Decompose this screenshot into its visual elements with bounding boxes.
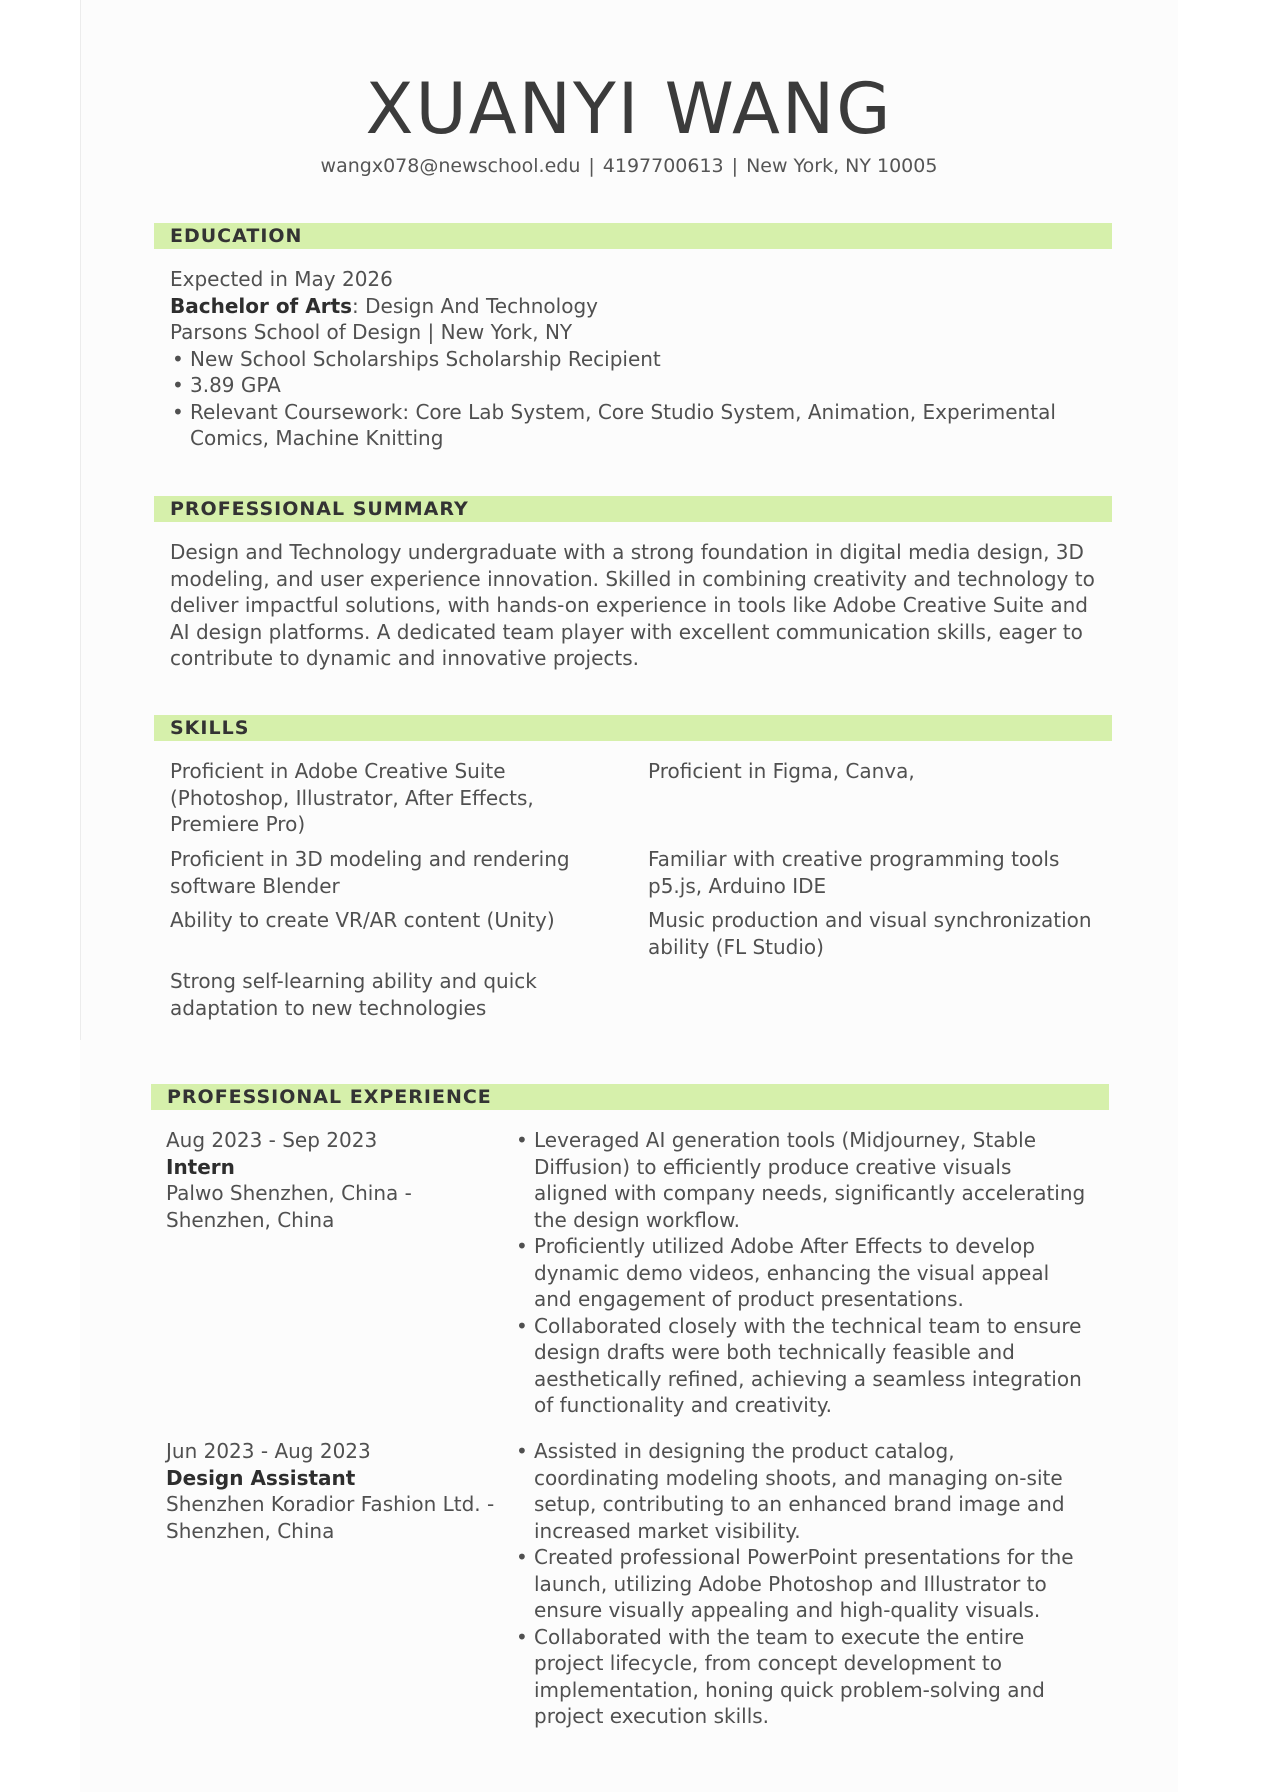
- summary-heading: PROFESSIONAL SUMMARY: [154, 496, 1112, 522]
- contact-location: New York, NY 10005: [746, 155, 938, 177]
- contact-separator: |: [588, 155, 595, 177]
- skill-item: Proficient in Figma, Canva,: [648, 759, 915, 783]
- job-dates: Jun 2023 - Aug 2023: [166, 1439, 371, 1463]
- education-block: [170, 266, 1070, 452]
- education-degree: [170, 293, 1070, 320]
- degree-field: : Design And Technology: [352, 293, 598, 318]
- job-meta: [166, 1127, 496, 1233]
- job-bullets: [514, 1438, 1086, 1730]
- job-bullet: • Created professional PowerPoint presentations for the launch, utilizing Adobe Photoshop and Illustrator to ensure visually appealing and high-quality visuals.: [514, 1544, 1086, 1624]
- job-bullet: • Collaborated with the team to execute the entire project lifecycle, from concept development to implementation, honing quick problem-solving and project execution skills.: [514, 1624, 1086, 1730]
- education-school: Parsons School of Design | New York, NY: [170, 320, 573, 344]
- contact-email: wangx078@newschool.edu: [320, 155, 581, 177]
- experience-heading: PROFESSIONAL EXPERIENCE: [151, 1084, 1109, 1110]
- job-bullet: • Collaborated closely with the technical team to ensure design drafts were both technically feasible and aesthetically refined, achieving a seamless integration of functionality and creativity.: [514, 1313, 1086, 1419]
- education-bullet: • Relevant Coursework: Core Lab System, Core Studio System, Animation, Experimental Comics, Machine Knitting: [170, 399, 1070, 452]
- job-bullet: • Leveraged AI generation tools (Midjourney, Stable Diffusion) to efficiently produce creative visuals aligned with company needs, significantly accelerating the design workflow.: [514, 1127, 1086, 1233]
- job-role: Design Assistant: [166, 1465, 356, 1490]
- resume-name: XUANYI WANG: [365, 68, 893, 150]
- job-meta: [166, 1438, 496, 1544]
- education-bullet: • 3.89 GPA: [170, 372, 1070, 399]
- skill-item: Familiar with creative programming tools p5.js, Arduino IDE: [648, 847, 1060, 898]
- job-bullet: • Proficiently utilized Adobe After Effects to develop dynamic demo videos, enhancing the visual appeal and engagement of product presentations.: [514, 1233, 1086, 1313]
- education-heading: EDUCATION: [154, 223, 1112, 249]
- job-bullets: [514, 1127, 1086, 1419]
- job-company: Palwo Shenzhen, China - Shenzhen, China: [166, 1181, 412, 1232]
- education-bullet: • New School Scholarships Scholarship Recipient: [170, 346, 1070, 373]
- skill-item: Ability to create VR/AR content (Unity): [170, 908, 555, 932]
- job-role: Intern: [166, 1154, 235, 1179]
- skill-item: Proficient in 3D modeling and rendering software Blender: [170, 847, 570, 898]
- skill-item: Proficient in Adobe Creative Suite (Photoshop, Illustrator, After Effects, Premiere Pro): [170, 759, 534, 836]
- contact-line: [80, 154, 1178, 178]
- contact-phone: 4197700613: [602, 155, 724, 177]
- education-bullets: [170, 346, 1070, 452]
- skills-heading: SKILLS: [154, 715, 1112, 741]
- summary-text: Design and Technology undergraduate with a strong foundation in digital media design, 3D modeling, and user experience innovation. Skilled in combining creativity and technology to deliver impactful solutions, with hands-on experience in tools like Adobe Creative Suite and AI design platforms. A dedicated team player with excellent communication skills, eager to contribute to dynamic and innovative projects.: [170, 540, 1095, 670]
- job-dates: Aug 2023 - Sep 2023: [166, 1128, 378, 1152]
- degree-label: Bachelor of Arts: [170, 293, 353, 318]
- education-date: Expected in May 2026: [170, 267, 393, 291]
- skill-item: Strong self-learning ability and quick adaptation to new technologies: [170, 969, 537, 1020]
- skill-item: Music production and visual synchronization ability (FL Studio): [648, 908, 1092, 959]
- job-bullet: • Assisted in designing the product catalog, coordinating modeling shoots, and managing on-site setup, contributing to an enhanced brand image and increased market visibility.: [514, 1438, 1086, 1544]
- job-company: Shenzhen Koradior Fashion Ltd. - Shenzhen, China: [166, 1492, 495, 1543]
- contact-separator: |: [731, 155, 739, 177]
